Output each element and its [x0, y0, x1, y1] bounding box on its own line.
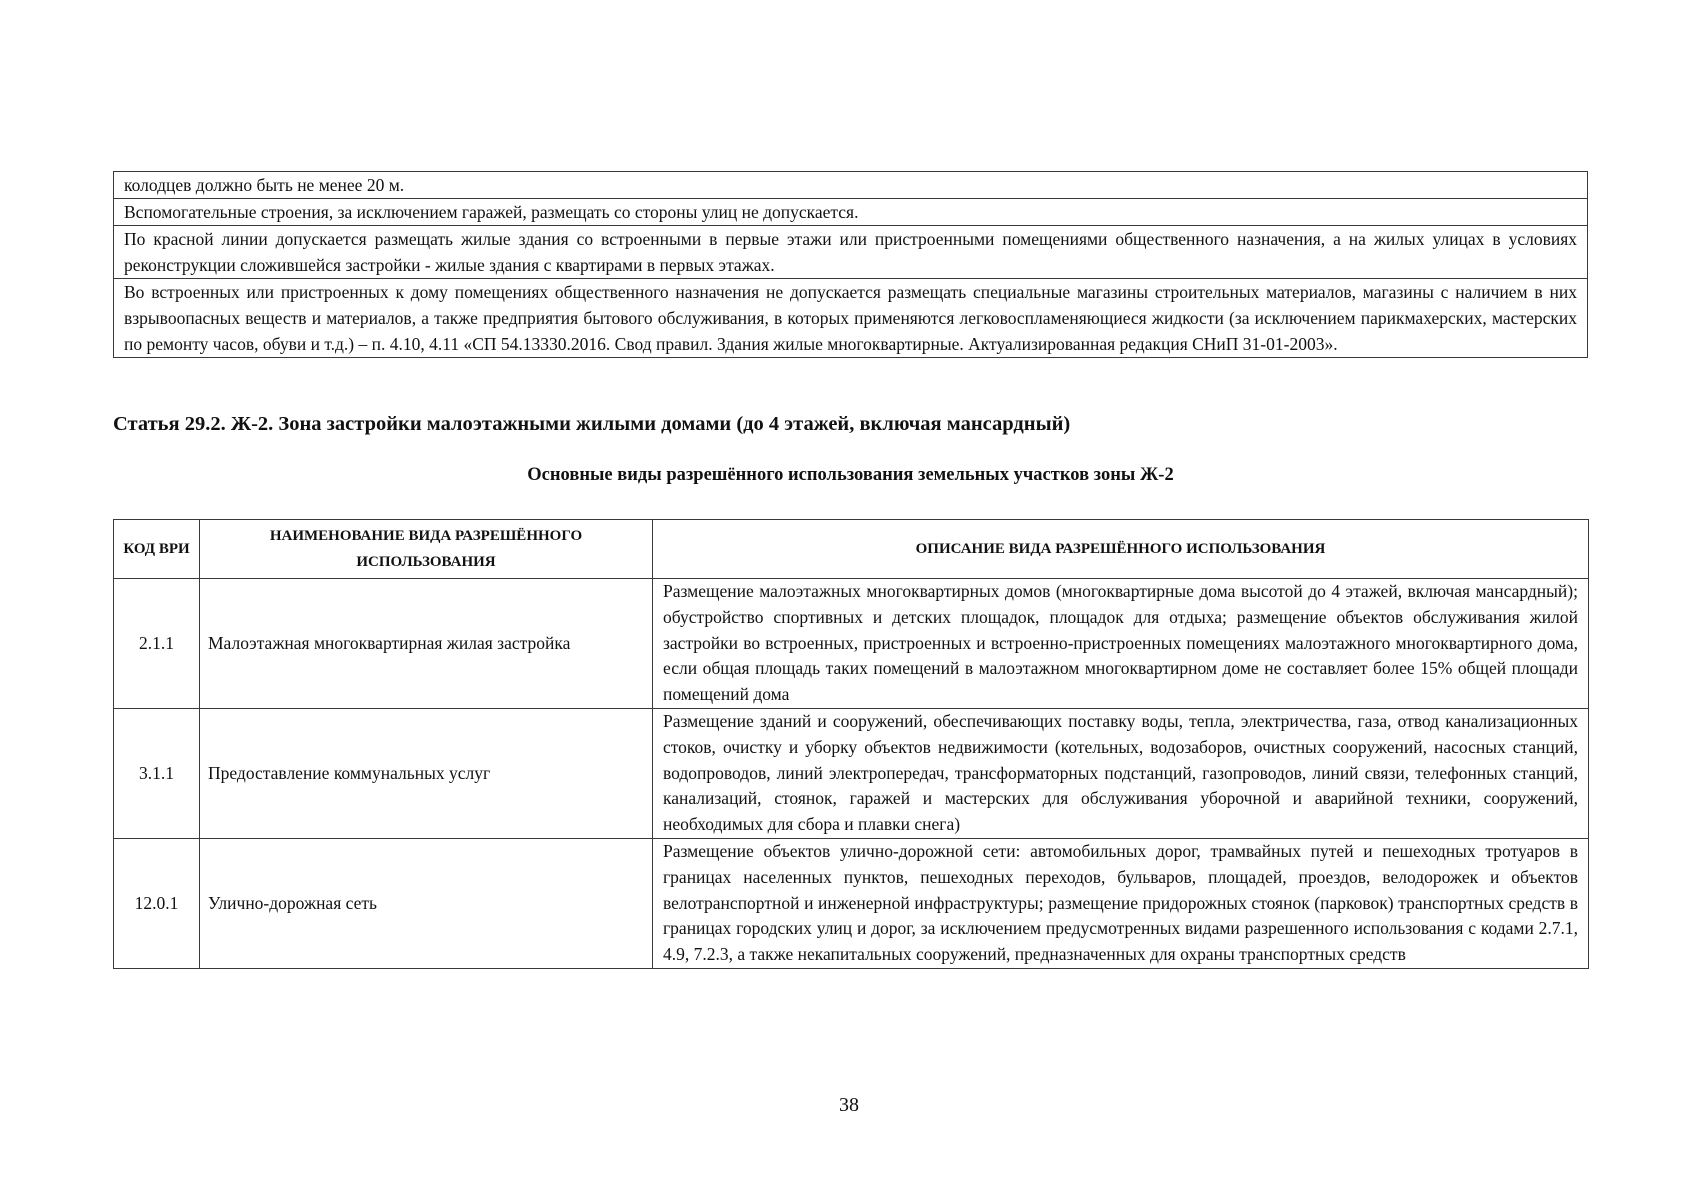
- row-name: Малоэтажная многоквартирная жилая застройка: [200, 579, 653, 709]
- rule-text: Во встроенных или пристроенных к дому помещениях общественного назначения не допускается размещать специальные магазины строительных материалов, магазины с наличием в них взрывоопасных веществ и материалов, а также предприятия бытового обслуживания, в которых применяются легковоспламеняющиеся жидкости (за исключением парикмахерских, мастерских по ремонту часов, обуви и т.д.) – п. 4.10, 4.11 «СП 54.13330.2016. Свод правил. Здания жилые многоквартирные. Актуализированная редакция СНиП 31-01-2003».: [114, 279, 1588, 358]
- page-number: 38: [839, 1094, 859, 1116]
- row-code: 2.1.1: [114, 579, 200, 709]
- row-code: 3.1.1: [114, 708, 200, 838]
- row-description: Размещение зданий и сооружений, обеспечивающих поставку воды, тепла, электричества, газа, отвод канализационных стоков, очистку и уборку объектов недвижимости (котельных, водозаборов, очистных сооружений, насосных станций, водопроводов, линий электропередач, трансформаторных подстанций, газопроводов, линий связи, телефонных станций, канализаций, стоянок, гаражей и мастерских для обслуживания уборочной и аварийной техники, сооружений, необходимых для сбора и плавки снега): [653, 708, 1589, 838]
- rules-row: [114, 279, 1588, 358]
- rules-row: [114, 226, 1588, 279]
- rules-row: [114, 172, 1588, 199]
- table-row: [114, 708, 1589, 838]
- row-name: Улично-дорожная сеть: [200, 838, 653, 968]
- table-subheading: Основные виды разрешённого использования земельных участков зоны Ж-2: [527, 465, 1174, 485]
- permitted-use-table: [113, 519, 1589, 969]
- header-description: ОПИСАНИЕ ВИДА РАЗРЕШЁННОГО ИСПОЛЬЗОВАНИЯ: [653, 520, 1589, 579]
- table-row: [114, 579, 1589, 709]
- row-description: Размещение малоэтажных многоквартирных домов (многоквартирные дома высотой до 4 этажей, включая мансардный); обустройство спортивных и детских площадок, площадок для отдыха; размещение объектов обслуживания жилой застройки во встроенных, пристроенных и встроенно-пристроенных помещениях малоэтажного многоквартирного дома, если общая площадь таких помещений в малоэтажном многоквартирном доме не составляет более 15% общей площади помещений дома: [653, 579, 1589, 709]
- rule-text: По красной линии допускается размещать жилые здания со встроенными в первые этажи или пристроенными помещениями общественного назначения, а на жилых улицах в условиях реконструкции сложившейся застройки - жилые здания с квартирами в первых этажах.: [114, 226, 1588, 279]
- row-description: Размещение объектов улично-дорожной сети: автомобильных дорог, трамвайных путей и пешеходных тротуаров в границах населенных пунктов, пешеходных переходов, бульваров, площадей, проездов, велодорожек и объектов велотранспортной и инженерной инфраструктуры; размещение придорожных стоянок (парковок) транспортных средств в границах городских улиц и дорог, за исключением предусмотренных видами разрешенного использования с кодами 2.7.1, 4.9, 7.2.3, а также некапитальных сооружений, предназначенных для охраны транспортных средств: [653, 838, 1589, 968]
- rule-text: Вспомогательные строения, за исключением гаражей, размещать со стороны улиц не допускается.: [114, 199, 1588, 226]
- row-name: Предоставление коммунальных услуг: [200, 708, 653, 838]
- article-heading: Статья 29.2. Ж-2. Зона застройки малоэтажными жилыми домами (до 4 этажей, включая мансардный): [113, 413, 1071, 435]
- table-row: [114, 838, 1589, 968]
- rules-row: [114, 199, 1588, 226]
- header-name: НАИМЕНОВАНИЕ ВИДА РАЗРЕШЁННОГО ИСПОЛЬЗОВАНИЯ: [200, 520, 653, 579]
- header-code: КОД ВРИ: [114, 520, 200, 579]
- rule-text: колодцев должно быть не менее 20 м.: [114, 172, 1588, 199]
- rules-table: [113, 171, 1588, 358]
- row-code: 12.0.1: [114, 838, 200, 968]
- table-header-row: [114, 520, 1589, 579]
